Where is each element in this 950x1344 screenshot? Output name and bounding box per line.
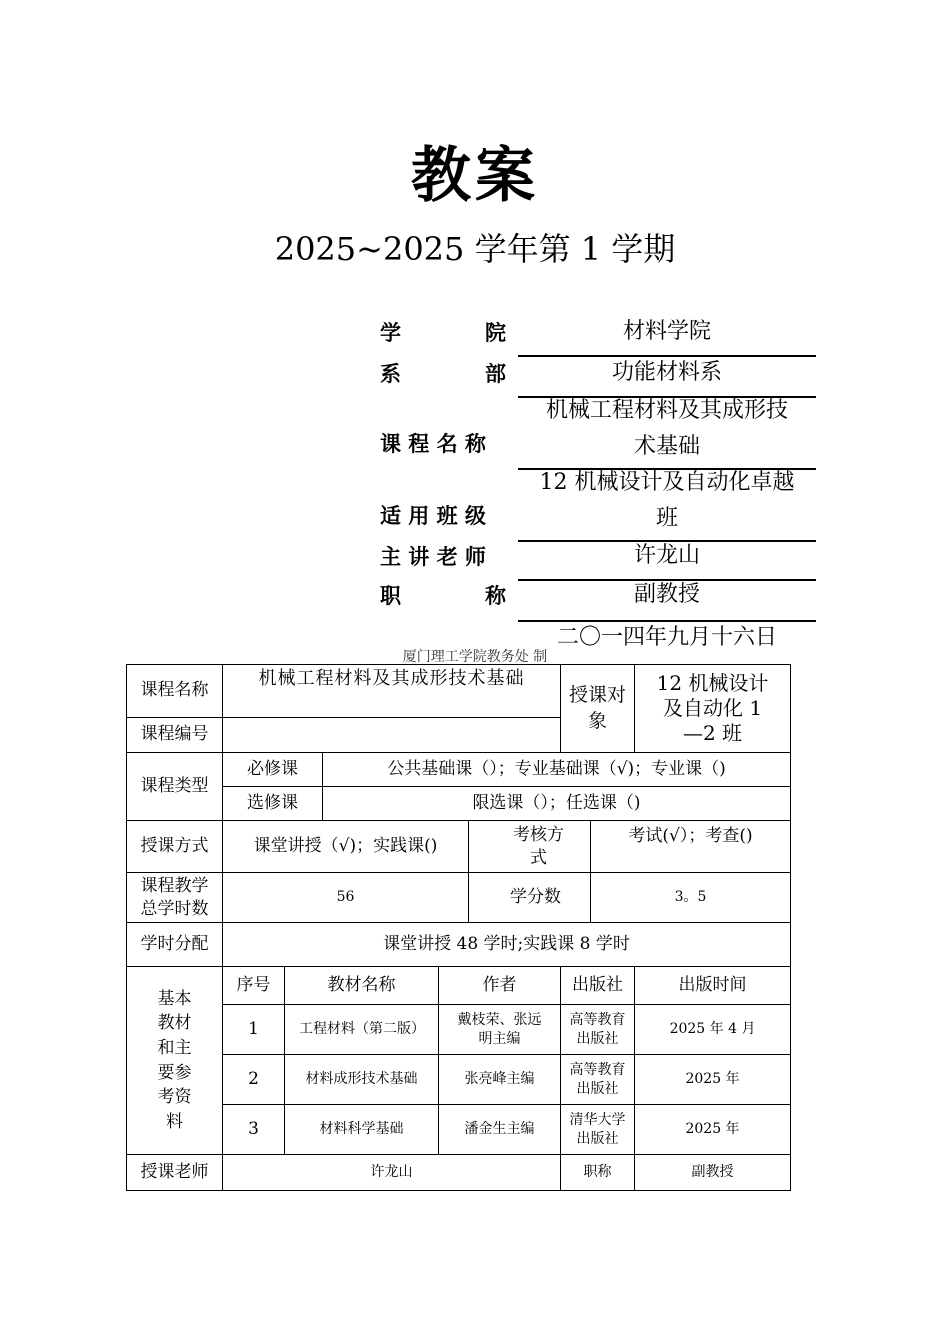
mode-value: 课堂讲授（√)；实践课() — [223, 821, 469, 873]
mode-label: 授课方式 — [127, 821, 223, 873]
books-header-publisher: 出版社 — [561, 967, 635, 1005]
hours-value: 56 — [223, 873, 469, 923]
book-author: 张亮峰主编 — [439, 1055, 561, 1105]
books-header-time: 出版时间 — [635, 967, 791, 1005]
books-header-no: 序号 — [223, 967, 285, 1005]
required-options: 公共基础课（）；专业基础课（√)；专业课（) — [323, 753, 791, 787]
teacher-label: 主 讲 老 师 — [380, 545, 486, 569]
course-value: 机械工程材料及其成形技术基础 — [545, 398, 788, 459]
book-publisher: 高等教育出版社 — [561, 1005, 635, 1055]
course-name-value: 机械工程材料及其成形技术基础 — [223, 665, 561, 718]
college-value: 材料学院 — [622, 319, 711, 344]
book-time: 2025 年 4 月 — [635, 1005, 791, 1055]
book-publisher: 清华大学出版社 — [561, 1105, 635, 1155]
teacher-label: 授课老师 — [127, 1155, 223, 1191]
dept-label: 系 部 — [380, 362, 506, 386]
teacher-value: 许龙山 — [223, 1155, 561, 1191]
book-row — [127, 1055, 791, 1105]
assess-value: 考试(√）；考查() — [591, 821, 791, 873]
class-label: 适 用 班 级 — [380, 504, 486, 528]
cover-date: 二〇一四年九月十六日 — [556, 625, 777, 650]
document-title: 教案 — [411, 141, 539, 211]
rank-value: 副教授 — [633, 582, 700, 607]
class-value: 12 机械设计及自动化卓越班 — [539, 470, 795, 531]
rank-label: 职称 — [561, 1155, 635, 1191]
course-name-label: 课程名称 — [127, 665, 223, 718]
rank-label: 职 称 — [380, 584, 506, 608]
book-time: 2025 年 — [635, 1105, 791, 1155]
dept-value: 功能材料系 — [611, 360, 722, 385]
hours-label: 课程教学总学时数 — [127, 873, 223, 923]
semester-subtitle: 2025~2025 学年第 1 学期 — [274, 230, 676, 268]
books-header-author: 作者 — [439, 967, 561, 1005]
target-value: 12 机械设计及自动化 1—2 班 — [635, 665, 791, 753]
elective-options: 限选课（）；任选课（) — [323, 787, 791, 821]
book-no: 3 — [223, 1105, 285, 1155]
books-header-name: 教材名称 — [285, 967, 439, 1005]
college-label: 学 院 — [380, 321, 506, 345]
book-name: 材料成形技术基础 — [285, 1055, 439, 1105]
book-no: 2 — [223, 1055, 285, 1105]
course-label: 课 程 名 称 — [380, 432, 486, 456]
assess-label: 考核方式 — [469, 821, 591, 873]
book-name: 工程材料（第二版） — [285, 1005, 439, 1055]
teacher-value: 许龙山 — [633, 543, 700, 568]
credit-value: 3。5 — [591, 873, 791, 923]
maker-note: 厦门理工学院教务处 制 — [402, 649, 548, 665]
credit-label: 学分数 — [469, 873, 591, 923]
cover-info — [380, 0, 816, 640]
required-label: 必修课 — [223, 753, 323, 787]
rank-value: 副教授 — [635, 1155, 791, 1191]
book-row — [127, 1005, 791, 1055]
course-info-table — [126, 664, 791, 1191]
book-no: 1 — [223, 1005, 285, 1055]
book-publisher: 高等教育出版社 — [561, 1055, 635, 1105]
books-label: 基本教材和主要参考资料 — [127, 967, 223, 1155]
alloc-label: 学时分配 — [127, 923, 223, 967]
course-type-label: 课程类型 — [127, 753, 223, 821]
alloc-value: 课堂讲授 48 学时;实践课 8 学时 — [223, 923, 791, 967]
elective-label: 选修课 — [223, 787, 323, 821]
book-author: 潘金生主编 — [439, 1105, 561, 1155]
book-author: 戴枝荣、张远明主编 — [439, 1005, 561, 1055]
course-code-label: 课程编号 — [127, 717, 223, 752]
course-code-value — [223, 717, 561, 752]
book-time: 2025 年 — [635, 1055, 791, 1105]
target-label: 授课对象 — [561, 665, 635, 753]
book-row — [127, 1105, 791, 1155]
book-name: 材料科学基础 — [285, 1105, 439, 1155]
